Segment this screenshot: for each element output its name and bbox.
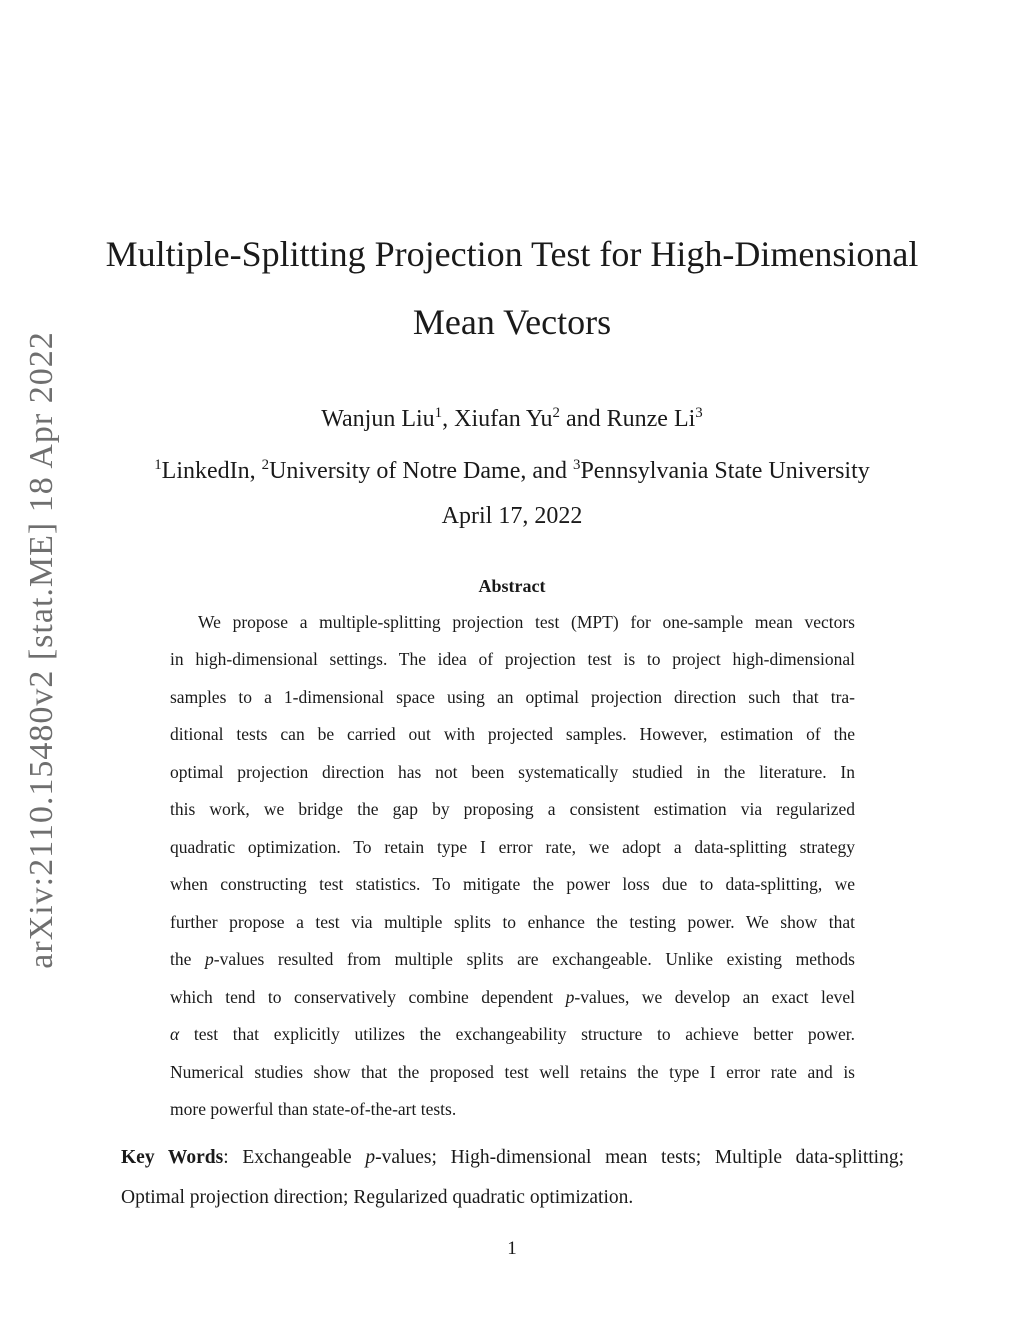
affiliation-separator: , and xyxy=(520,458,574,484)
abstract-line: We propose a multiple-splitting projection test (MPT) for one-sample mean vectors xyxy=(198,612,855,632)
text-run: which tend to conservatively combine dependent xyxy=(170,987,566,1007)
math-symbol: α xyxy=(170,1024,180,1044)
abstract-line xyxy=(170,949,855,970)
abstract-line: more powerful than state-of-the-art tests. xyxy=(170,1099,457,1119)
arxiv-identifier: arXiv:2110.15480v2 [stat.ME] 18 Apr 2022 xyxy=(23,331,60,969)
text-run: the xyxy=(170,949,206,969)
abstract-line: when constructing test statistics. To mitigate the power loss due to data-splitting, we xyxy=(170,874,855,894)
abstract-line xyxy=(170,987,855,1008)
math-symbol: p xyxy=(365,1147,376,1168)
page-number: 1 xyxy=(507,1238,517,1259)
affiliation-name: University of Notre Dame xyxy=(269,458,521,484)
affiliation-separator: , xyxy=(249,458,262,484)
math-symbol: p xyxy=(565,987,575,1007)
abstract-heading: Abstract xyxy=(478,576,546,596)
keywords-line xyxy=(121,1147,904,1169)
text-run: -values; High-dimensional mean tests; Multiple data-splitting; xyxy=(375,1147,905,1168)
author-list xyxy=(100,406,924,433)
title-line-1: Multiple-Splitting Projection Test for High-Dimensional xyxy=(105,234,919,274)
affiliation-name: Pennsylvania State University xyxy=(580,458,870,484)
author-separator: , xyxy=(442,406,455,432)
abstract-line: Numerical studies show that the proposed test well retains the type I error rate and is xyxy=(170,1062,855,1082)
affiliation-name: LinkedIn xyxy=(161,458,250,484)
abstract-line: samples to a 1-dimensional space using an optimal projection direction such that tra- xyxy=(170,687,855,707)
text-run: : Exchangeable xyxy=(223,1147,366,1168)
author-name: Runze Li xyxy=(606,406,696,432)
keywords-line: Optimal projection direction; Regularized quadratic optimization. xyxy=(121,1187,634,1208)
author-affiliation-mark: 1 xyxy=(434,405,443,421)
author-affiliation-mark: 3 xyxy=(695,405,703,421)
abstract-line: quadratic optimization. To retain type I error rate, we adopt a data-splitting strategy xyxy=(170,837,855,857)
author-separator: and xyxy=(559,406,607,432)
abstract-line: this work, we bridge the gap by proposing a consistent estimation via regularized xyxy=(170,799,855,819)
affiliation-mark: 2 xyxy=(261,457,270,473)
abstract-line: further propose a test via multiple splits to enhance the testing power. We show that xyxy=(170,912,855,932)
abstract-line: optimal projection direction has not been systematically studied in the literature. In xyxy=(170,762,855,782)
math-symbol: p xyxy=(205,949,214,969)
abstract-line: in high-dimensional settings. The idea of projection test is to project high-dimensional xyxy=(170,649,855,669)
affiliation-mark: 3 xyxy=(573,457,581,473)
title-line-2: Mean Vectors xyxy=(412,302,612,342)
affiliation-list xyxy=(100,458,924,485)
author-name: Xiufan Yu xyxy=(454,406,553,432)
author-affiliation-mark: 2 xyxy=(552,405,560,421)
abstract-line xyxy=(170,1024,855,1045)
paper-date: April 17, 2022 xyxy=(441,503,583,529)
affiliation-mark: 1 xyxy=(154,457,162,473)
paper-title xyxy=(100,220,924,356)
abstract-line: ditional tests can be carried out with projected samples. However, estimation of the xyxy=(170,724,855,744)
text-run: test that explicitly utilizes the exchangeability structure to achieve better power. xyxy=(179,1024,855,1044)
keywords-label: Key Words xyxy=(121,1147,224,1168)
text-run: -values resulted from multiple splits are exchangeable. Unlike existing methods xyxy=(213,949,855,969)
text-run: -values, we develop an exact level xyxy=(574,987,855,1007)
author-name: Wanjun Liu xyxy=(321,406,435,432)
